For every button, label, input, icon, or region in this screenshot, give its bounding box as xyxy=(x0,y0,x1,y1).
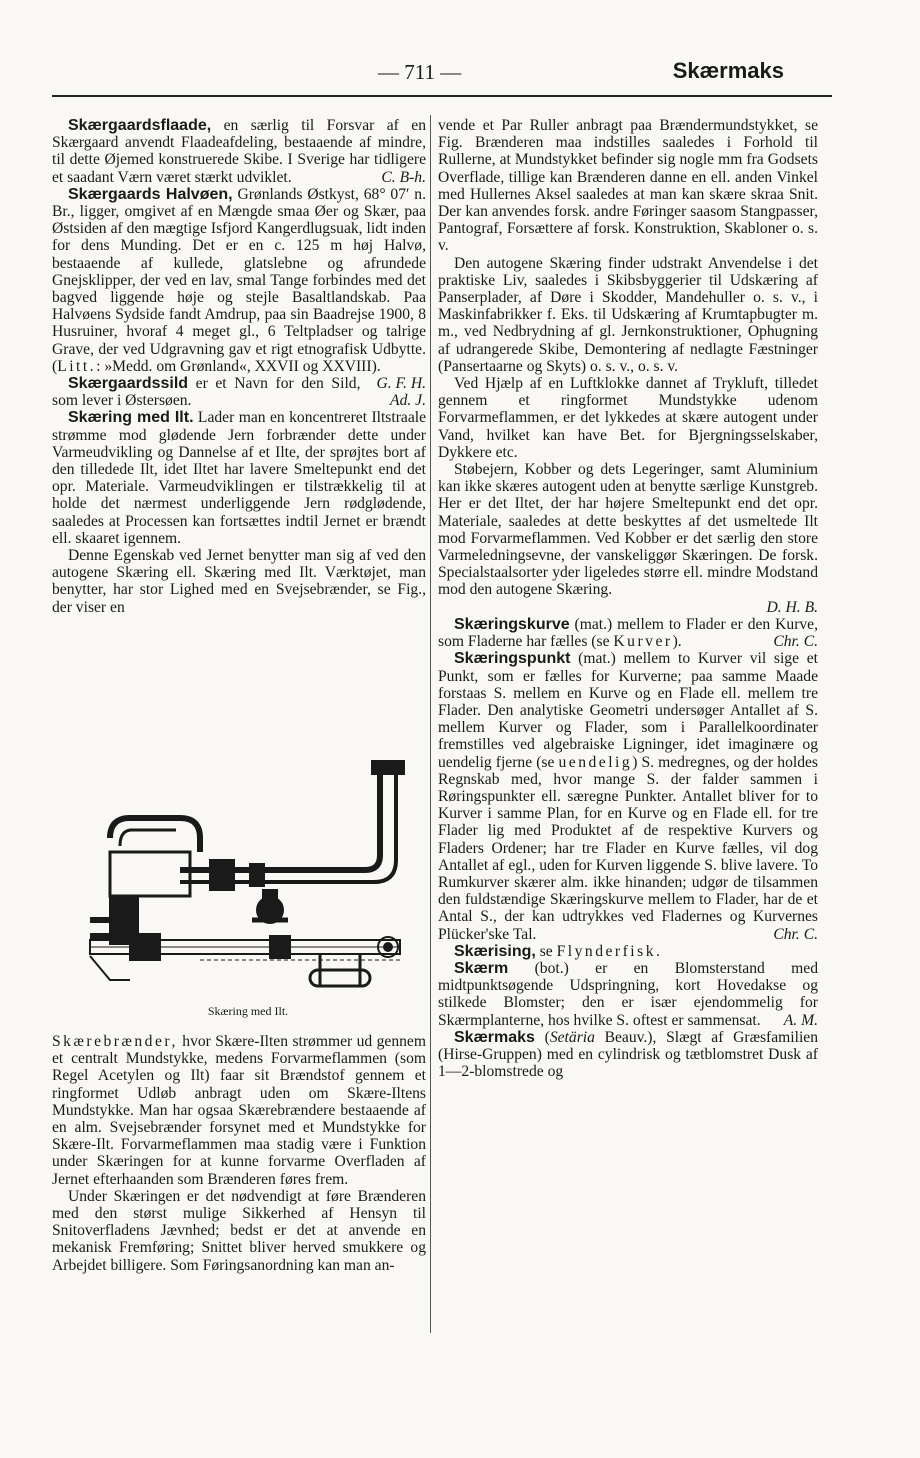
entry-body: se xyxy=(535,942,557,960)
signature: Chr. C. xyxy=(773,925,818,943)
paragraph: Støbejern, Kobber og dets Legeringer, samt Aluminium kan ikke skæres autogent uden at benytte særlige Kunstgreb. Her er det Iltet, der har højere Smeltepunkt end det opr. Materiale, saaledes at dette beskyttes af det usmeltede Ilt mod Forvarmeflammen. Ved Kobber er det særlig den store Varmeledningsevne, der vanskeliggør Skæringen. De forsk. Specialstaalsorter yder ligeledes større ell. mindre Modstand mod den autogene Skæring. xyxy=(438,461,818,599)
paragraph: Denne Egenskab ved Jernet benytter man sig af ved den autogene Skæring ell. Skæring med Ilt. Værktøjet, man benytter, har stor Lighed med en Svejsebrænder, se Fig., der viser en xyxy=(52,547,426,616)
entry-body: (bot.) er en Blomsterstand med midtpunktsøgende Udspringning, kort Hovedakse og stilkede Blomster; den er især ejendommelig for Skærmplanterne, hos hvilke S. oftest er sammensat. xyxy=(438,959,818,1029)
column-divider xyxy=(430,115,431,1333)
headword: Skæringskurve xyxy=(454,615,570,633)
entry-body: (mat.) mellem to Kurver vil sige et Punkt, som er fælles for Kurverne; paa samme Maade forstaas S. mellem en Kurve og en Flade ell. mellem tre Flader. Den analytiske Geometri undersøger Antallet af S. mellem Kurver og Flader, som i Parallelkoordinater fremstilles ved algebraiske Ligninger, idet imaginære og uendelig fjerne (se xyxy=(438,650,818,771)
paragraph: Under Skæringen er det nødvendigt at føre Brænderen med den størst mulige Sikkerhed af Hensyn til Snitoverfladens Jævnhed; bedst er det at anvende en mekanisk Fremføring; Snittet bliver herved smukkere og Arbejdet billigere. Som Føringsanordning kan man an- xyxy=(52,1187,426,1274)
litt-label: Litt. xyxy=(57,357,97,375)
headword: Skærgaardssild xyxy=(68,375,189,393)
signature: D. H. B. xyxy=(766,598,818,616)
entry-body-after: : »Medd. om Grønland«, XXVII og XXVIII). xyxy=(96,357,381,375)
entry-body: (mat.) mellem to Flader er den Kurve, som Fladerne har fælles (se xyxy=(438,615,818,651)
paragraph: Den autogene Skæring finder udstrakt Anvendelse i det praktiske Liv, saaledes i Skibsbyggerier til Udskæring af Panserplader, af Døre i Skodder, Mandehuller o. s. v., i Maskinfabrikker f. Eks. til Udskæring af Krumtapbugter m. m., ved Nedbrydning af gl. Jernkonstruktioner, Ophugning af udrangerede Skibe, Demontering af nedlagte Fæstninger (Pansertaarne og Skyts) o. s. v., o. s. v. xyxy=(438,254,818,375)
figure-cutting-torch xyxy=(70,760,426,1028)
entry-skaergaardsflaade xyxy=(52,117,426,186)
headword: Skærgaardsflaade, xyxy=(68,117,212,134)
page-number: — 711 — xyxy=(378,60,462,84)
entry-skaerising xyxy=(438,943,818,960)
entry-body-after: ). xyxy=(672,633,682,651)
signature: Chr. C. xyxy=(773,633,818,651)
paragraph-body: hvor Skære-Ilten strømmer ud gennem et centralt Mundstykke, medens Forvarmeflammen (som Regel Acetylen og Ilt) faar sit Brændstof gennem et ringformet Udløb anbragt uden om Skære-Iltens Mundstykke. Man har ogsaa Skærebrændere bestaaende af en alm. Svejsebrænder forsynet med et Mundstykke for Skære-Ilt. Forvarmeflammen maa stadig være i Funktion under Skæringen for at kunne forvarme Overfladen af Jernet efterhaanden som Brænderen føres frem. xyxy=(52,1033,426,1188)
latin-name: Setäria xyxy=(549,1028,595,1046)
headword: Skærm xyxy=(454,959,509,977)
signature: C. B-h. xyxy=(381,168,426,186)
entry-skaeringskurve xyxy=(438,616,818,650)
entry-skaerm xyxy=(438,960,818,1029)
entry-skaeringspunkt xyxy=(438,650,818,942)
entry-body-after: ) S. medregnes, og der holdes Regnskab med, hvor mange S. der falder sammen i Røringspunkter ell. særegne Punkter. Antallet bliver for to Kurver i samme Plan, for en Kurve og en Flade ell. for tre Flader lig med Produktet af de respektive Kurvers og Fladers Ordener; har tre Flader en Kurve fælles, vil dog Antallet af egl., uden for Kurven liggende S. blive lavere. To Rumkurver skærer alm. ikke hinanden; udgør de tilsammen den fuldstændige Skæringskurve mellem to Flader, har de et Antal S., der kan udtrykkes ved Fladernes og Kurvernes Plücker'ske Tal. xyxy=(438,753,819,943)
entry-body: ( xyxy=(534,1028,550,1046)
paragraph: Ved Hjælp af en Luftklokke dannet af Trykluft, tilledet gennem et ringformet Mundstykke udenom Forvarmeflammen, er det lykkedes at skære autogent under Vand, hvilket kan have Bet. for Bjergningsselskaber, Dykkere etc. xyxy=(438,375,818,461)
left-column xyxy=(52,117,426,616)
entry-body: Grønlands Østkyst, 68° 07′ n. Br., ligger, omgivet af en Mængde smaa Øer og Skær, paa Østsiden af den mægtige Isfjord Kangerdlugsuak, lidt inden for dens Munding. Det er en c. 125 m høj Halvø, bestaaende af kullede, glatslebne og afrundede Gnejsklipper, der ved en lav, smal Tange forbindes med det bagved liggende høje og stejle Basaltlandskab. Paa Halvøens Sydside fandt Amdrup, paa sin Baadrejse 1900, 8 Husruiner, hvoraf 4 meget gl., 6 Teltpladser og talrige Grave, der ved Udgravning gav et rigt etnografisk Udbytte. ( xyxy=(52,185,427,375)
signature: A. M. xyxy=(783,1011,818,1029)
headword: Skæring med Ilt. xyxy=(68,409,194,427)
entry-skaermaks xyxy=(438,1029,818,1081)
signature: Ad. J. xyxy=(390,392,426,410)
entry-body: Lader man en koncentreret Iltstraale strømme mod glødende Jern forbrænder dette under Varmeudvikling og Dannelse af et Ilte, der sprøjtes bort af den tilledede Ilt, idet Iltet har lavere Smeltepunkt end det opr. Materiale. Varmeudviklingen er tilstrækkelig til at holde det nærmest underliggende Jern rødglødende, saaledes at Processen kan fortsættes indtil Jernet er brændt ell. skaaret igennem. xyxy=(52,409,427,547)
paragraph: vende et Par Ruller anbragt paa Brændermundstykket, se Fig. Brænderen maa indstilles saaledes i Forhold til Rullerne, at Mundstykket befinder sig nogle mm fra Godsets Overflade, tillige kan Brænderen danne en ell. anden Vinkel med Hullernes Aksel saaledes at man kan skære skraa Snit. Der kan anvendes forsk. andre Føringer saasom Stangpasser, Pantograf, Forsættere af forsk. Konstruktion, Skabloner o. s. v. xyxy=(438,117,818,255)
header-rule xyxy=(52,95,832,97)
headword: Skærmaks xyxy=(454,1028,535,1046)
cutting-torch-illustration xyxy=(70,760,426,998)
cross-reference: Flynderfisk. xyxy=(556,942,663,960)
figure-caption: Skæring med Ilt. xyxy=(207,1004,289,1018)
headword: Skærgaards Halvøen, xyxy=(68,185,233,203)
running-head: Skærmaks xyxy=(672,58,784,83)
signature: G. F. H. xyxy=(376,375,426,393)
headword: Skærising, xyxy=(454,942,536,960)
headword: Skæringspunkt xyxy=(454,650,571,668)
entry-body: er et Navn for den Sild, som lever i Østersøen. xyxy=(52,375,361,410)
cross-reference: uendelig xyxy=(558,753,633,771)
entry-skaering-med-ilt xyxy=(52,409,426,547)
page-header xyxy=(0,58,920,88)
entry-body-after: Beauv.), Slægt af Græsfamilien (Hirse-Gruppen) med en cylindrisk og tætblomstret Dusk af 1—2-blomstrede og xyxy=(438,1028,818,1081)
spaced-term: Skærebrænder, xyxy=(52,1033,178,1050)
right-column xyxy=(438,117,818,1080)
left-column-continued xyxy=(52,1033,426,1274)
paragraph xyxy=(52,1033,426,1188)
entry-body: en særlig til Forsvar af en Skærgaard anvendt Flaadeafdeling, bestaaende af mindre, til dette Øjemed konstruerede Skibe. I Sverige har tidligere et saadant Værn været stærkt udviklet. xyxy=(52,117,426,186)
cross-reference: Kurver xyxy=(613,633,673,651)
